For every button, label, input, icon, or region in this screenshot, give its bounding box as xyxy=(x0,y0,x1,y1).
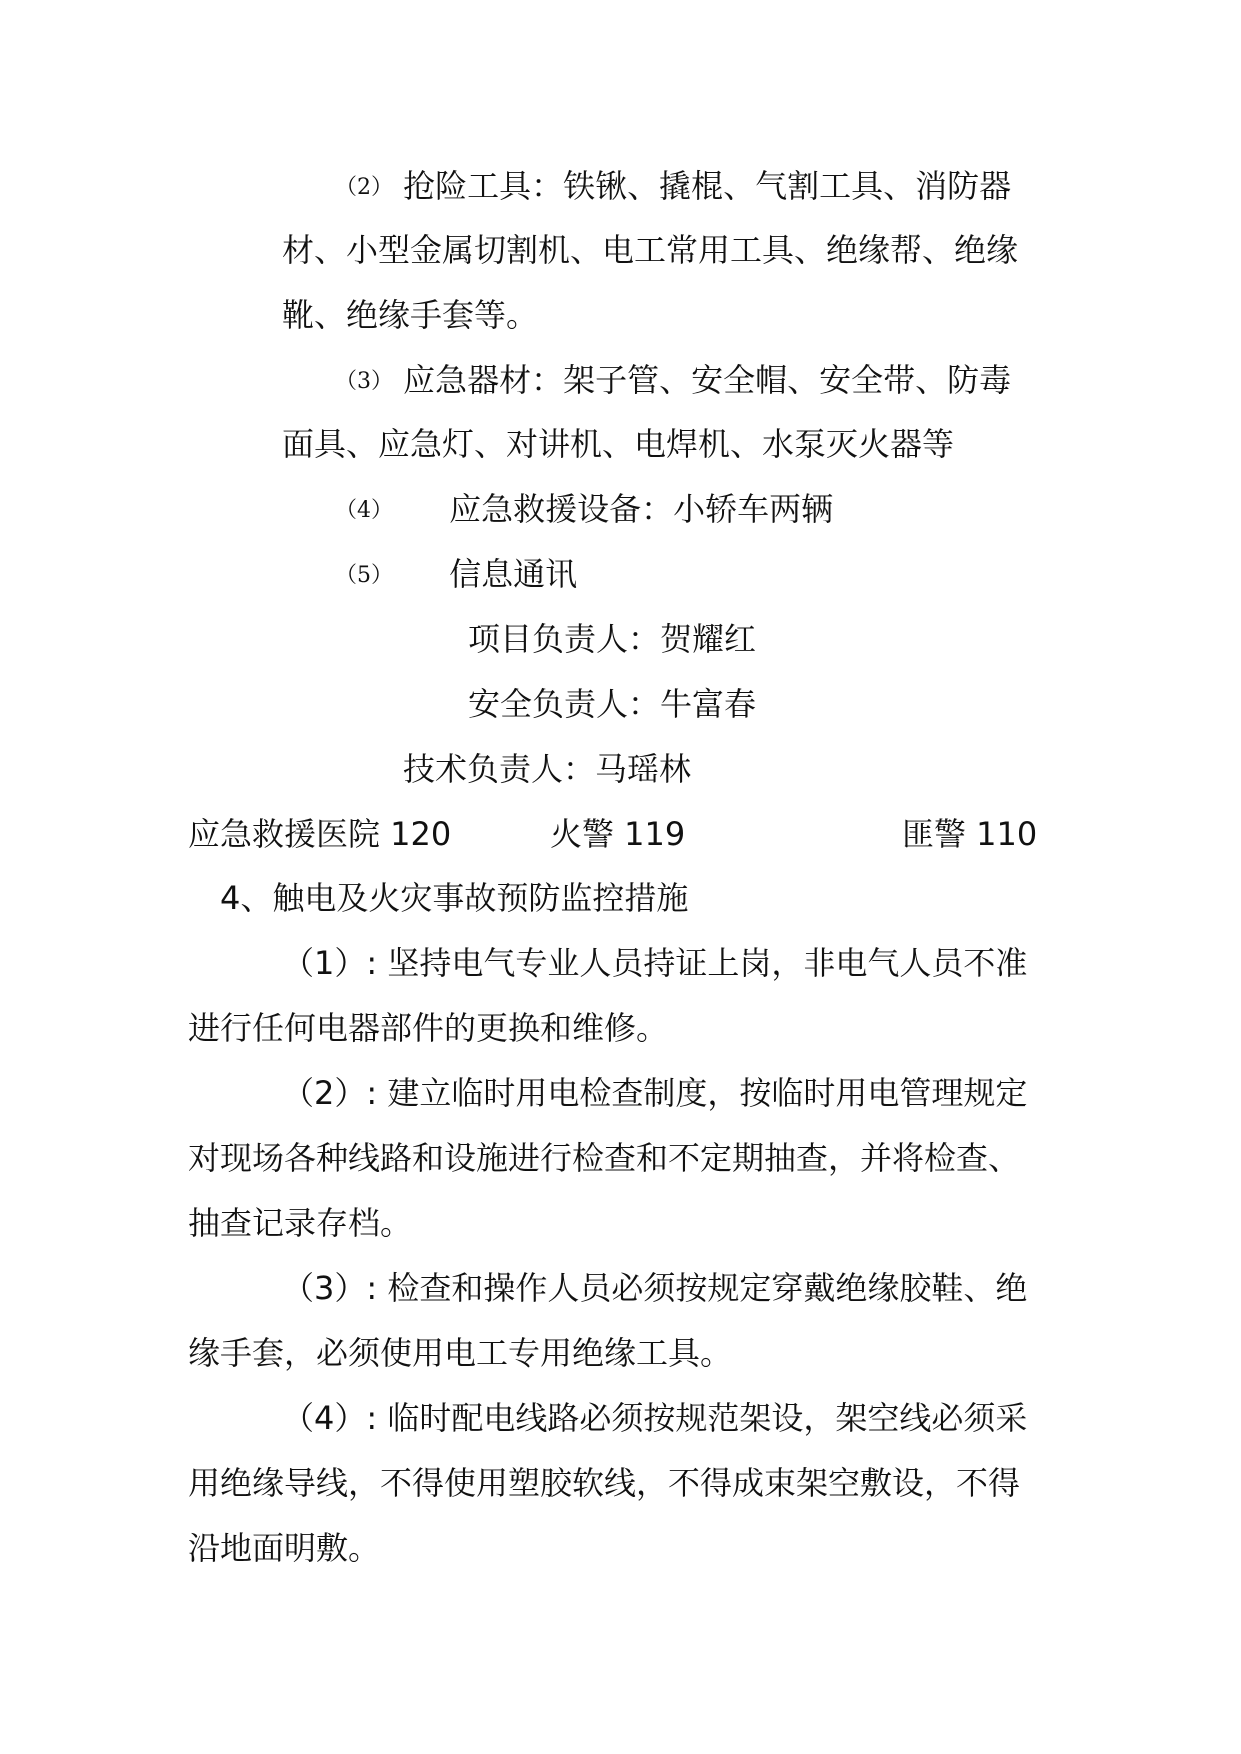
emergency-fire: 火警 119 xyxy=(550,815,686,853)
measure-3-line-2: 缘手套，必须使用电工专用绝缘工具。 xyxy=(188,1334,733,1372)
item-3-number: （3） xyxy=(335,369,393,394)
item-3-line-1 xyxy=(335,360,1011,402)
item-2-line-3: 靴、绝缘手套等。 xyxy=(282,296,539,334)
item-2-line-1 xyxy=(335,166,1011,208)
measure-2-line-3: 抽查记录存档。 xyxy=(188,1204,413,1242)
item-5-number: （5） xyxy=(335,563,393,588)
item-4-number: （4） xyxy=(335,498,393,523)
item-2-line-2: 材、小型金属切割机、电工常用工具、绝缘帮、绝缘 xyxy=(282,231,1019,269)
measure-1-line-1: （1）: 坚持电气专业人员持证上岗，非电气人员不准 xyxy=(282,944,1028,982)
item-3-line-2: 面具、应急灯、对讲机、电焊机、水泵灭火器等 xyxy=(282,425,955,463)
item-2-number: （2） xyxy=(335,175,393,200)
item-3-text: 应急器材：架子管、安全帽、安全带、防毒 xyxy=(403,361,1012,399)
measure-3-line-1: （3）: 检查和操作人员必须按规定穿戴绝缘胶鞋、绝 xyxy=(282,1269,1028,1307)
item-5-line xyxy=(335,554,577,596)
emergency-hospital: 应急救援医院 120 xyxy=(188,815,452,853)
contact-project-manager: 项目负责人：贺耀红 xyxy=(468,620,757,658)
measure-4-line-1: （4）: 临时配电线路必须按规范架设，架空线必须采 xyxy=(282,1399,1028,1437)
measure-4-line-2: 用绝缘导线，不得使用塑胶软线，不得成束架空敷设，不得 xyxy=(188,1464,1021,1502)
measure-4-line-3: 沿地面明敷。 xyxy=(188,1529,381,1567)
item-4-line xyxy=(335,489,833,531)
contact-technical-manager: 技术负责人：马瑶林 xyxy=(403,750,692,788)
measure-1-line-2: 进行任何电器部件的更换和维修。 xyxy=(188,1009,669,1047)
item-4-text: 应急救援设备：小轿车两辆 xyxy=(449,490,834,528)
measure-2-line-2: 对现场各种线路和设施进行检查和不定期抽查，并将检查、 xyxy=(188,1139,1021,1177)
contact-safety-manager: 安全负责人：牛富春 xyxy=(468,685,757,723)
item-5-text: 信息通讯 xyxy=(449,555,578,593)
section-4-heading: 4、触电及火灾事故预防监控措施 xyxy=(220,879,689,917)
measure-2-line-1: （2）: 建立临时用电检查制度，按临时用电管理规定 xyxy=(282,1074,1028,1112)
item-2-text: 抢险工具：铁锹、撬棍、气割工具、消防器 xyxy=(403,167,1012,205)
emergency-police: 匪警 110 xyxy=(902,815,1038,853)
